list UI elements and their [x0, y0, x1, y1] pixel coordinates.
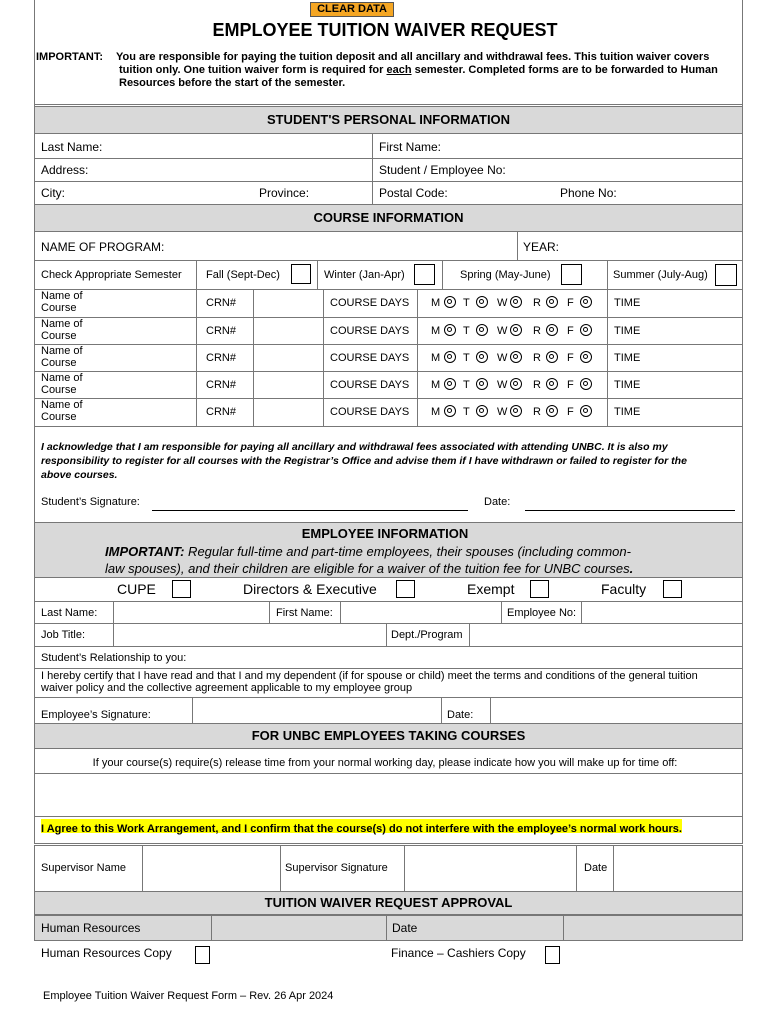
- approval-section-header: TUITION WAIVER REQUEST APPROVAL: [34, 891, 743, 915]
- time-field[interactable]: [648, 290, 740, 315]
- clear-data-button[interactable]: CLEAR DATA: [310, 2, 394, 17]
- day-radio-t[interactable]: [476, 351, 488, 363]
- employee-first-name-label: First Name:: [276, 607, 333, 619]
- employee-date-field[interactable]: [491, 698, 741, 722]
- summer-checkbox[interactable]: [715, 264, 737, 286]
- year-label: YEAR:: [523, 240, 560, 254]
- winter-checkbox[interactable]: [414, 264, 435, 285]
- supervisor-signature-field[interactable]: [405, 846, 575, 890]
- course-days-label: COURSE DAYS: [330, 379, 410, 391]
- directors-label: Directors & Executive: [243, 581, 377, 597]
- spring-checkbox[interactable]: [561, 264, 582, 285]
- employee-last-name-label: Last Name:: [41, 607, 98, 619]
- crn-field[interactable]: [254, 399, 322, 424]
- time-field[interactable]: [648, 399, 740, 424]
- postal-code-label: Postal Code:: [379, 186, 448, 200]
- course-name-field[interactable]: [92, 318, 194, 343]
- student-number-field[interactable]: [520, 160, 738, 180]
- supervisor-date-field[interactable]: [614, 846, 741, 890]
- release-time-text: If your course(s) require(s) release time from your normal working day, please indicate how you will make up for time off:: [92, 757, 678, 769]
- day-label-m: M: [431, 406, 441, 418]
- day-radio-f[interactable]: [580, 378, 592, 390]
- day-radio-t[interactable]: [476, 378, 488, 390]
- student-address-field[interactable]: [100, 160, 368, 180]
- acknowledge-line-1: I acknowledge that I am responsible for paying all ancillary and withdrawal fees associated with attending UNBC. It is also my: [41, 441, 668, 453]
- hr-copy-checkbox[interactable]: [195, 946, 210, 964]
- day-radio-f[interactable]: [580, 324, 592, 336]
- day-radio-w[interactable]: [510, 378, 522, 390]
- supervisor-name-label: Supervisor Name: [41, 862, 126, 874]
- student-first-name-field[interactable]: [450, 136, 738, 156]
- day-label-t: T: [463, 379, 470, 391]
- dept-label: Dept./Program: [391, 629, 463, 641]
- course-name-field[interactable]: [92, 399, 194, 424]
- student-no-label: Student / Employee No:: [379, 163, 506, 177]
- student-date-field[interactable]: [525, 495, 735, 511]
- day-label-m: M: [431, 352, 441, 364]
- finance-copy-checkbox[interactable]: [545, 946, 560, 964]
- important-line-3: Resources before the start of the semester.: [119, 77, 346, 89]
- time-label: TIME: [614, 297, 641, 309]
- day-radio-f[interactable]: [580, 296, 592, 308]
- crn-field[interactable]: [254, 372, 322, 397]
- job-title-field[interactable]: [114, 624, 385, 645]
- course-name-field[interactable]: [92, 290, 194, 315]
- day-label-r: R: [533, 406, 541, 418]
- certify-line-2: waiver policy and the collective agreement applicable to my employee group: [41, 682, 413, 694]
- winter-label: Winter (Jan-Apr): [324, 269, 405, 281]
- day-radio-w[interactable]: [510, 351, 522, 363]
- day-label-m: M: [431, 379, 441, 391]
- crn-label: CRN#: [206, 406, 236, 418]
- day-radio-m[interactable]: [444, 296, 456, 308]
- day-radio-m[interactable]: [444, 405, 456, 417]
- day-label-w: W: [497, 297, 508, 309]
- employee-header-title: EMPLOYEE INFORMATION: [301, 526, 469, 541]
- employee-first-name-field[interactable]: [341, 602, 500, 622]
- hr-approval-field[interactable]: [212, 916, 385, 940]
- day-label-f: F: [567, 325, 574, 337]
- day-radio-r[interactable]: [546, 324, 558, 336]
- course-name-label-1: Name of: [41, 372, 83, 384]
- day-radio-w[interactable]: [510, 296, 522, 308]
- program-field[interactable]: [175, 235, 513, 257]
- day-label-m: M: [431, 325, 441, 337]
- course-name-field[interactable]: [92, 372, 194, 397]
- supervisor-signature-label: Supervisor Signature: [285, 862, 388, 874]
- day-radio-t[interactable]: [476, 405, 488, 417]
- course-name-label-2: Course: [41, 384, 77, 396]
- time-label: TIME: [614, 325, 641, 337]
- time-label: TIME: [614, 406, 641, 418]
- day-label-r: R: [533, 325, 541, 337]
- employee-important-line-2: law spouses), and their children are eligible for a waiver of the tuition fee for UNBC courses.: [105, 561, 634, 576]
- course-name-label-1: Name of: [41, 290, 83, 302]
- fall-checkbox[interactable]: [291, 264, 311, 284]
- time-label: TIME: [614, 379, 641, 391]
- course-days-label: COURSE DAYS: [330, 352, 410, 364]
- day-radio-r[interactable]: [546, 296, 558, 308]
- day-label-t: T: [463, 325, 470, 337]
- course-name-label-2: Course: [41, 302, 77, 314]
- day-radio-m[interactable]: [444, 324, 456, 336]
- day-label-f: F: [567, 297, 574, 309]
- day-radio-r[interactable]: [546, 405, 558, 417]
- important-line-2: tuition only. One tuition waiver form is required for each semester. Completed forms are to be forwarded to Human: [119, 64, 718, 76]
- approval-date-label: Date: [392, 921, 418, 935]
- course-name-label-2: Course: [41, 357, 77, 369]
- important-label: IMPORTANT:: [36, 51, 104, 63]
- acknowledge-line-2: responsibility to register for all courses with the Registrar’s Office and advise them if I have withdrawn or failed to register for the: [41, 455, 687, 467]
- city-label: City:: [41, 186, 65, 200]
- finance-copy-label: Finance – Cashiers Copy: [391, 946, 526, 960]
- course-name-label-1: Name of: [41, 318, 83, 330]
- approval-date-field[interactable]: [564, 916, 741, 940]
- agree-text: I Agree to this Work Arrangement, and I confirm that the course(s) do not interfere with the employee’s normal work hours.: [41, 819, 682, 833]
- day-label-w: W: [497, 379, 508, 391]
- day-label-f: F: [567, 352, 574, 364]
- summer-label: Summer (July-Aug): [613, 269, 708, 281]
- course-name-label-1: Name of: [41, 399, 83, 411]
- employee-important-line-1: IMPORTANT: Regular full-time and part-time employees, their spouses (including common-: [105, 544, 631, 559]
- exempt-label: Exempt: [467, 581, 515, 597]
- course-name-field[interactable]: [92, 345, 194, 370]
- relationship-field[interactable]: [195, 647, 741, 667]
- day-radio-r[interactable]: [546, 351, 558, 363]
- crn-label: CRN#: [206, 297, 236, 309]
- crn-label: CRN#: [206, 352, 236, 364]
- day-radio-w[interactable]: [510, 324, 522, 336]
- day-label-t: T: [463, 297, 470, 309]
- crn-field[interactable]: [254, 345, 322, 370]
- employee-last-name-field[interactable]: [114, 602, 268, 622]
- course-section-header: COURSE INFORMATION: [34, 204, 743, 232]
- student-signature-label: Student’s Signature:: [41, 496, 140, 508]
- student-last-name-field[interactable]: [110, 136, 368, 156]
- day-radio-t[interactable]: [476, 296, 488, 308]
- address-label: Address:: [41, 163, 89, 177]
- time-field[interactable]: [648, 345, 740, 370]
- acknowledge-line-3: above courses.: [41, 469, 118, 481]
- day-radio-m[interactable]: [444, 351, 456, 363]
- hr-label: Human Resources: [41, 921, 141, 935]
- unbc-section-header: FOR UNBC EMPLOYEES TAKING COURSES: [34, 723, 743, 749]
- hr-copy-label: Human Resources Copy: [41, 946, 172, 960]
- course-days-label: COURSE DAYS: [330, 297, 410, 309]
- day-label-r: R: [533, 379, 541, 391]
- day-label-f: F: [567, 379, 574, 391]
- faculty-checkbox[interactable]: [663, 580, 682, 598]
- student-date-label: Date:: [484, 496, 511, 508]
- employee-signature-field[interactable]: [193, 698, 440, 722]
- crn-label: CRN#: [206, 325, 236, 337]
- footer-text: Employee Tuition Waiver Request Form – Rev. 26 Apr 2024: [43, 990, 334, 1002]
- dept-field[interactable]: [470, 624, 742, 645]
- crn-field[interactable]: [254, 290, 322, 315]
- phone-label: Phone No:: [560, 186, 617, 200]
- employee-date-label: Date:: [447, 709, 474, 721]
- relationship-label: Student’s Relationship to you:: [41, 652, 187, 664]
- first-name-label: First Name:: [379, 140, 442, 154]
- course-name-label-2: Course: [41, 411, 77, 423]
- time-label: TIME: [614, 352, 641, 364]
- supervisor-name-field[interactable]: [143, 846, 279, 890]
- student-signature-field[interactable]: [152, 495, 468, 511]
- time-field[interactable]: [648, 372, 740, 397]
- student-section-header: STUDENT'S PERSONAL INFORMATION: [34, 106, 743, 134]
- directors-checkbox[interactable]: [396, 580, 415, 598]
- page-title: EMPLOYEE TUITION WAIVER REQUEST: [212, 20, 558, 40]
- certify-line-1: I hereby certify that I have read and that I and my dependent (if for spouse or child) meet the terms and conditions of the general tuition: [41, 670, 698, 682]
- cupe-checkbox[interactable]: [172, 580, 191, 598]
- day-radio-f[interactable]: [580, 405, 592, 417]
- program-label: NAME OF PROGRAM:: [41, 240, 165, 254]
- last-name-label: Last Name:: [41, 140, 103, 154]
- time-field[interactable]: [648, 318, 740, 343]
- job-title-label: Job Title:: [41, 629, 86, 641]
- employee-no-field[interactable]: [582, 602, 742, 622]
- spring-label: Spring (May-June): [460, 269, 551, 281]
- course-days-label: COURSE DAYS: [330, 406, 410, 418]
- important-line-1: You are responsible for paying the tuition deposit and all ancillary and withdrawal fees. This tuition waiver covers: [116, 51, 710, 63]
- faculty-label: Faculty: [601, 581, 647, 597]
- exempt-checkbox[interactable]: [530, 580, 549, 598]
- year-field[interactable]: [565, 235, 739, 257]
- day-label-m: M: [431, 297, 441, 309]
- employee-signature-label: Employee’s Signature:: [41, 709, 151, 721]
- course-name-label-2: Course: [41, 330, 77, 342]
- fall-label: Fall (Sept-Dec): [206, 269, 280, 281]
- day-radio-m[interactable]: [444, 378, 456, 390]
- crn-field[interactable]: [254, 318, 322, 343]
- crn-label: CRN#: [206, 379, 236, 391]
- day-label-w: W: [497, 352, 508, 364]
- release-time-field[interactable]: [36, 775, 741, 815]
- supervisor-date-label: Date: [584, 862, 608, 874]
- day-label-w: W: [497, 406, 508, 418]
- day-label-t: T: [463, 406, 470, 418]
- employee-no-label: Employee No:: [507, 607, 577, 619]
- day-label-r: R: [533, 352, 541, 364]
- day-label-t: T: [463, 352, 470, 364]
- day-radio-w[interactable]: [510, 405, 522, 417]
- day-radio-f[interactable]: [580, 351, 592, 363]
- day-label-r: R: [533, 297, 541, 309]
- cupe-label: CUPE: [117, 581, 156, 597]
- province-label: Province:: [259, 186, 310, 200]
- day-radio-t[interactable]: [476, 324, 488, 336]
- semester-label: Check Appropriate Semester: [41, 269, 182, 281]
- day-label-w: W: [497, 325, 508, 337]
- day-radio-r[interactable]: [546, 378, 558, 390]
- course-days-label: COURSE DAYS: [330, 325, 410, 337]
- day-label-f: F: [567, 406, 574, 418]
- course-name-label-1: Name of: [41, 345, 83, 357]
